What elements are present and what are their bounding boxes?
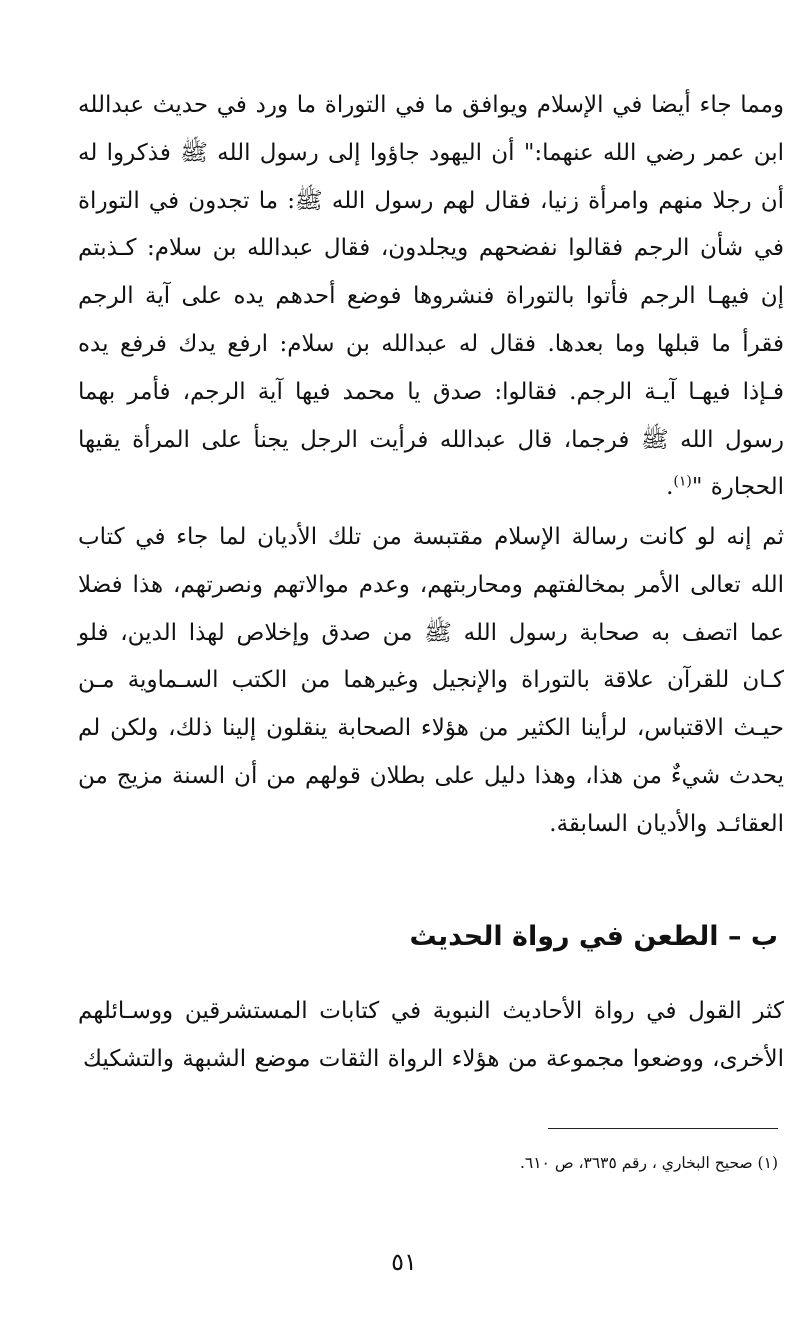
page-number: ٥١	[391, 1248, 417, 1276]
paragraph-narrators: كثر القول في رواة الأحاديث النبوية في كتابات المستشرقين ووسـائلهم الأخرى، ووضعوا مجموعة من هؤلاء الرواة الثقات موضع الشبهة والتشكيك	[78, 998, 784, 1072]
paragraph-end-mark: .	[666, 474, 674, 501]
paragraph-text: ومما جاء أيضا في الإسلام ويوافق ما في التوراة ما ورد في حديث عبدالله ابن عمر رضي الله عنهما:" أن اليهود جاؤوا إلى رسول الله ﷺ فذكروا له أن رجلا منهم وامرأة زنيا، فقال لهم رسول الله ﷺ: ما تجدون في التوراة في شأن الرجم فقالوا نفضحهم ويجلدون، فقال عبدالله بن سلام: كـذبتم إن فيهـا الرجم فأتوا بالتوراة فنشروها فوضع أحدهم يده على آية الرجم فقرأ ما قبلها وما بعدها. فقال له عبدالله بن سلام: ارفع يدك فرفع يده فـإذا فيهـا آيـة الرجم. فقالوا: صدق يا محمد فيها آية الرجم، فأمر بهما رسول الله ﷺ فرجما، قال عبدالله فرأيت الرجل يجنأ على المرأة يقيها الحجارة "	[78, 92, 784, 501]
paragraph-argument: ثم إنه لو كانت رسالة الإسلام مقتبسة من تلك الأديان لما جاء في كتاب الله تعالى الأمر بمخالفتهم ومحاربتهم، وعدم موالاتهم ونصرتهم، هذا فضلا عما اتصف به صحابة رسول الله ﷺ من صدق وإخلاص لهذا الدين، فلو كـان للقرآن علاقة بالتوراة والإنجيل وغيرهما من الكتب السـماوية مـن حيـث الاقتباس، لرأينا الكثير من هؤلاء الصحابة ينقلون إلينا ذلك، ولكن لم يحدث شيءٌ من هذا، وهذا دليل على بطلان قولهم من أن السنة مزيج من العقائـد والأديان السابقة.	[78, 524, 784, 837]
paragraph-hadith-quote	[78, 82, 808, 512]
footnote: (١) صحيح البخاري ، رقم ٣٦٣٥، ص ٦١٠.	[519, 1154, 778, 1172]
footnote-divider	[548, 1128, 778, 1129]
section-heading: ب – الطعن في رواة الحديث	[409, 921, 778, 952]
footnote-reference: (١)	[673, 473, 692, 490]
